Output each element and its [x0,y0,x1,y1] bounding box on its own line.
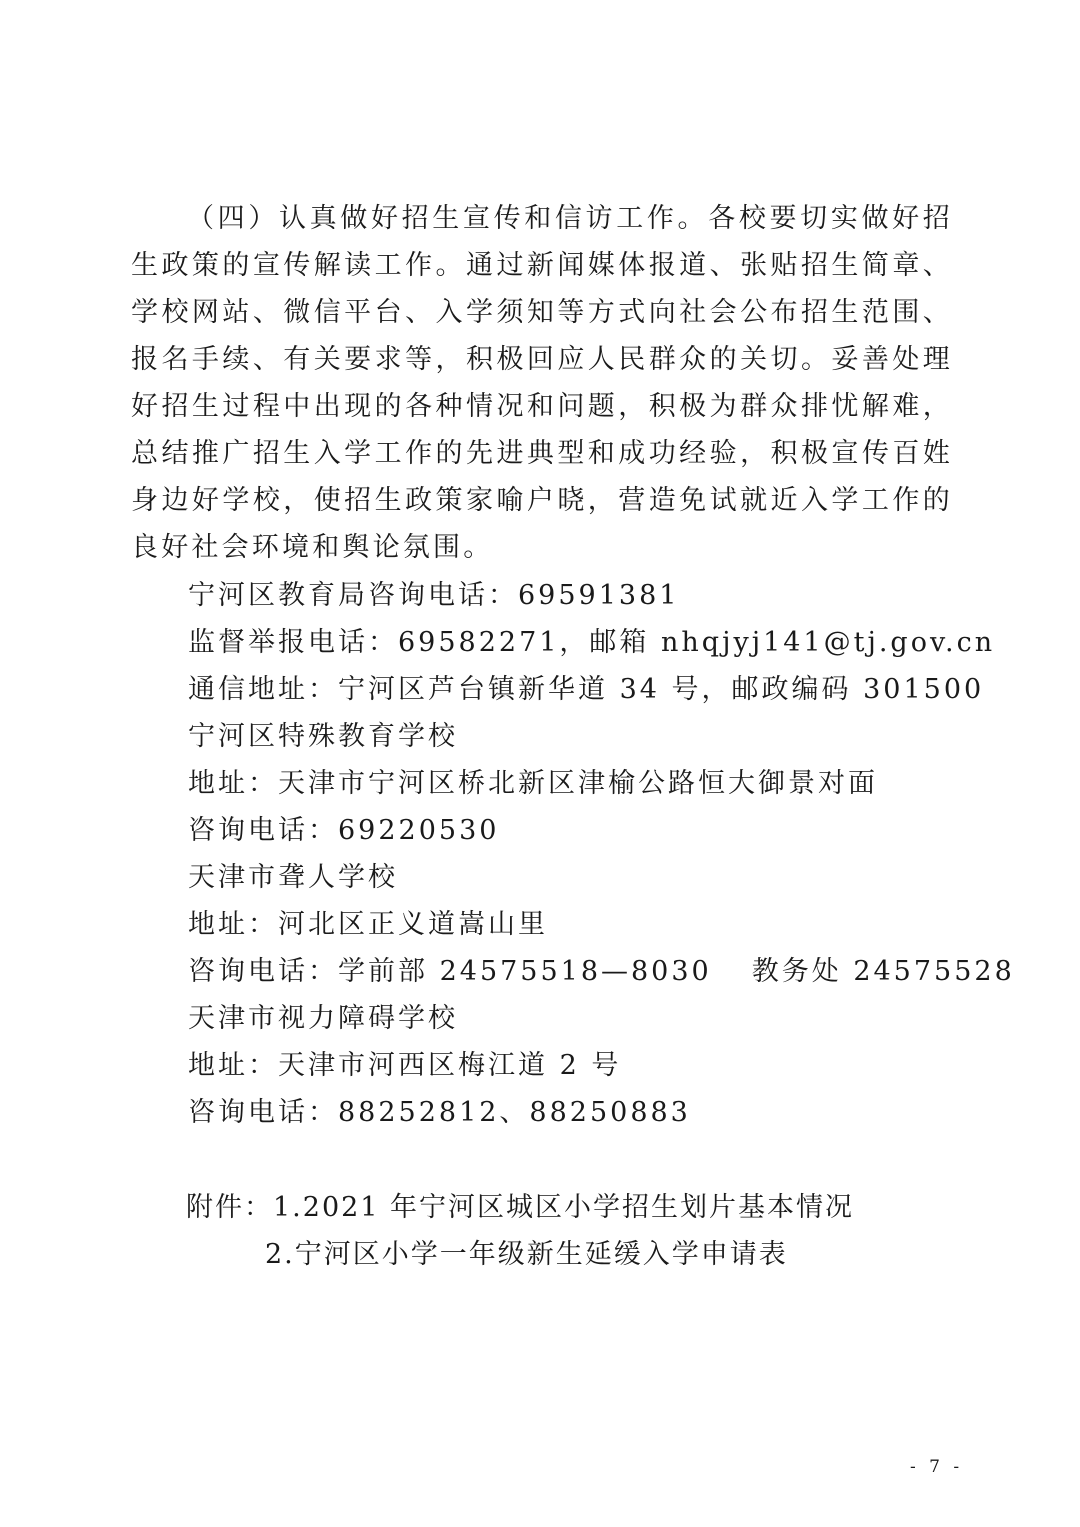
blind-school-phone: 咨询电话：88252812、88250883 [188,1097,691,1128]
special-school-phone: 咨询电话：69220530 [188,815,500,846]
deaf-school-name: 天津市聋人学校 [188,862,398,893]
deaf-school-address: 地址：河北区正义道嵩山里 [188,909,548,940]
blind-school-address: 地址：天津市河西区梅江道 2 号 [188,1050,622,1081]
attachment-item-2: 2.宁河区小学一年级新生延缓入学申请表 [265,1239,788,1270]
section-4-paragraph: （四）认真做好招生宣传和信访工作。各校要切实做好招生政策的宣传解读工作。通过新闻媒体报道、张贴招生简章、学校网站、微信平台、入学须知等方式向社会公布招生范围、报名手续、有关要求等，积极回应人民群众的关切。妥善处理好招生过程中出现的各种情况和问题，积极为群众排忧解难，总结推广招生入学工作的先进典型和成功经验，积极宣传百姓身边好学校，使招生政策家喻户晓，营造免试就近入学工作的良好社会环境和舆论氛围。 [131,203,953,563]
blind-school-name: 天津市视力障碍学校 [188,1003,458,1034]
attachment-item-1: 附件：1.2021 年宁河区城区小学招生划片基本情况 [186,1192,855,1223]
supervision-line: 监督举报电话：69582271，邮箱 nhqjyj141@tj.gov.cn [188,627,996,658]
mail-address-line: 通信地址：宁河区芦台镇新华道 34 号，邮政编码 301500 [188,674,985,705]
deaf-school-phone-preschool: 咨询电话：学前部 24575518—8030 [188,956,712,987]
deaf-school-phone-academic: 教务处 24575528 [751,956,1015,987]
page-number: - 7 - [910,1457,964,1477]
special-school-name: 宁河区特殊教育学校 [188,721,458,752]
bureau-phone-line: 宁河区教育局咨询电话：69591381 [188,580,680,611]
special-school-address: 地址：天津市宁河区桥北新区津榆公路恒大御景对面 [188,768,878,799]
deaf-school-phone-line [188,955,1015,989]
